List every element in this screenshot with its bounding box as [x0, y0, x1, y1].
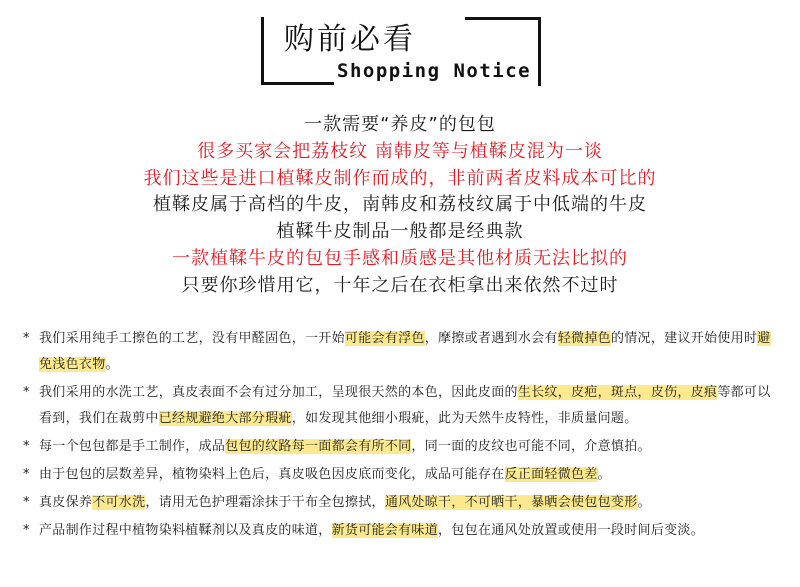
notice-text-segment: 。 [105, 357, 119, 372]
notice-text-segment: 等都可以看到，我们在裁剪中 [39, 385, 771, 426]
notice-list [23, 326, 783, 546]
highlighted-text: 已经规避绝大部分瑕疵 [158, 411, 292, 426]
notice-text [39, 462, 783, 488]
bullet: * [23, 523, 30, 538]
notice-text [39, 434, 783, 460]
notice-text-segment: 。 [637, 495, 651, 510]
notice-header [0, 0, 800, 100]
bullet: * [23, 331, 30, 346]
highlighted-text: 包包的纹路每一面都会有所不同 [225, 439, 412, 454]
highlighted-text: 不可水洗 [92, 495, 146, 510]
intro-line: 植鞣皮属于高档的牛皮，南韩皮和荔枝纹属于中低端的牛皮 [153, 194, 647, 216]
notice-item [23, 462, 783, 488]
notice-text [39, 490, 783, 516]
highlighted-text: 通风处晾干，不可晒干，暴晒会使包包变形 [384, 495, 638, 510]
bullet: * [23, 439, 30, 454]
intro-line: 只要你珍惜用它，十年之后在衣柜拿出来依然不过时 [181, 274, 619, 296]
notice-text-segment: ，包包在通风处放置或使用一段时间后变淡。 [438, 523, 705, 538]
page-subtitle: Shopping Notice [337, 60, 532, 82]
notice-text-segment: 。 [597, 467, 611, 482]
intro-line: 很多买家会把荔枝纹 南韩皮等与植鞣皮混为一谈 [197, 140, 603, 162]
notice-text-segment: 我们采用纯手工擦色的工艺，没有甲醛固色，一开始 [39, 331, 345, 346]
notice-item [23, 434, 783, 460]
notice-text-segment: 的情况，建议开始使用时 [610, 331, 758, 346]
intro-line: 我们这些是进口植鞣皮制作而成的，非前两者皮料成本可比的 [143, 167, 657, 189]
notice-text-segment: ，请用无色护理霜涂抹于干布全包擦拭， [145, 495, 385, 510]
highlighted-text: 轻微掉色 [557, 331, 611, 346]
notice-item [23, 490, 783, 516]
notice-text [39, 380, 783, 432]
intro-line: 植鞣牛皮制品一般都是经典款 [276, 221, 524, 243]
intro-line: 一款需要“养皮”的包包 [304, 114, 496, 135]
highlighted-text: 生长纹，皮疤，斑点，皮伤，皮痕 [517, 385, 718, 400]
highlighted-text: 反正面轻微色差 [504, 467, 598, 482]
intro-line: 一款植鞣牛皮的包包手感和质感是其他材质无法比拟的 [172, 247, 628, 269]
intro-block [0, 112, 800, 300]
notice-item [23, 326, 783, 378]
notice-text-segment: 由于包包的层数差异，植物染料上色后，真皮吸色因皮底而变化，成品可能存在 [39, 467, 505, 482]
notice-text-segment: 产品制作过程中植物染料植鞣剂以及真皮的味道， [39, 523, 332, 538]
page-title: 购前必看 [284, 22, 416, 57]
notice-item [23, 518, 783, 544]
bullet: * [23, 467, 30, 482]
notice-text-segment: 我们采用的水洗工艺，真皮表面不会有过分加工，呈现很天然的本色，因此皮面的 [39, 385, 518, 400]
highlighted-text: 避免浅色衣物 [39, 331, 771, 372]
notice-text-segment: ，摩擦或者遇到水会有 [424, 331, 558, 346]
notice-text-segment: ，同一面的皮纹也可能不同，介意慎拍。 [411, 439, 651, 454]
bullet: * [23, 495, 30, 510]
bullet: * [23, 385, 30, 400]
notice-text-segment: 每一个包包都是手工制作，成品 [39, 439, 226, 454]
notice-text-segment: 真皮保养 [39, 495, 93, 510]
highlighted-text: 可能会有浮色 [344, 331, 425, 346]
highlighted-text: 新货可能会有味道 [331, 523, 439, 538]
notice-item [23, 380, 783, 432]
notice-text-segment: ，如发现其他细小瑕疵，此为天然牛皮特性，非质量问题。 [291, 411, 638, 426]
notice-text [39, 518, 783, 544]
notice-text [39, 326, 783, 378]
